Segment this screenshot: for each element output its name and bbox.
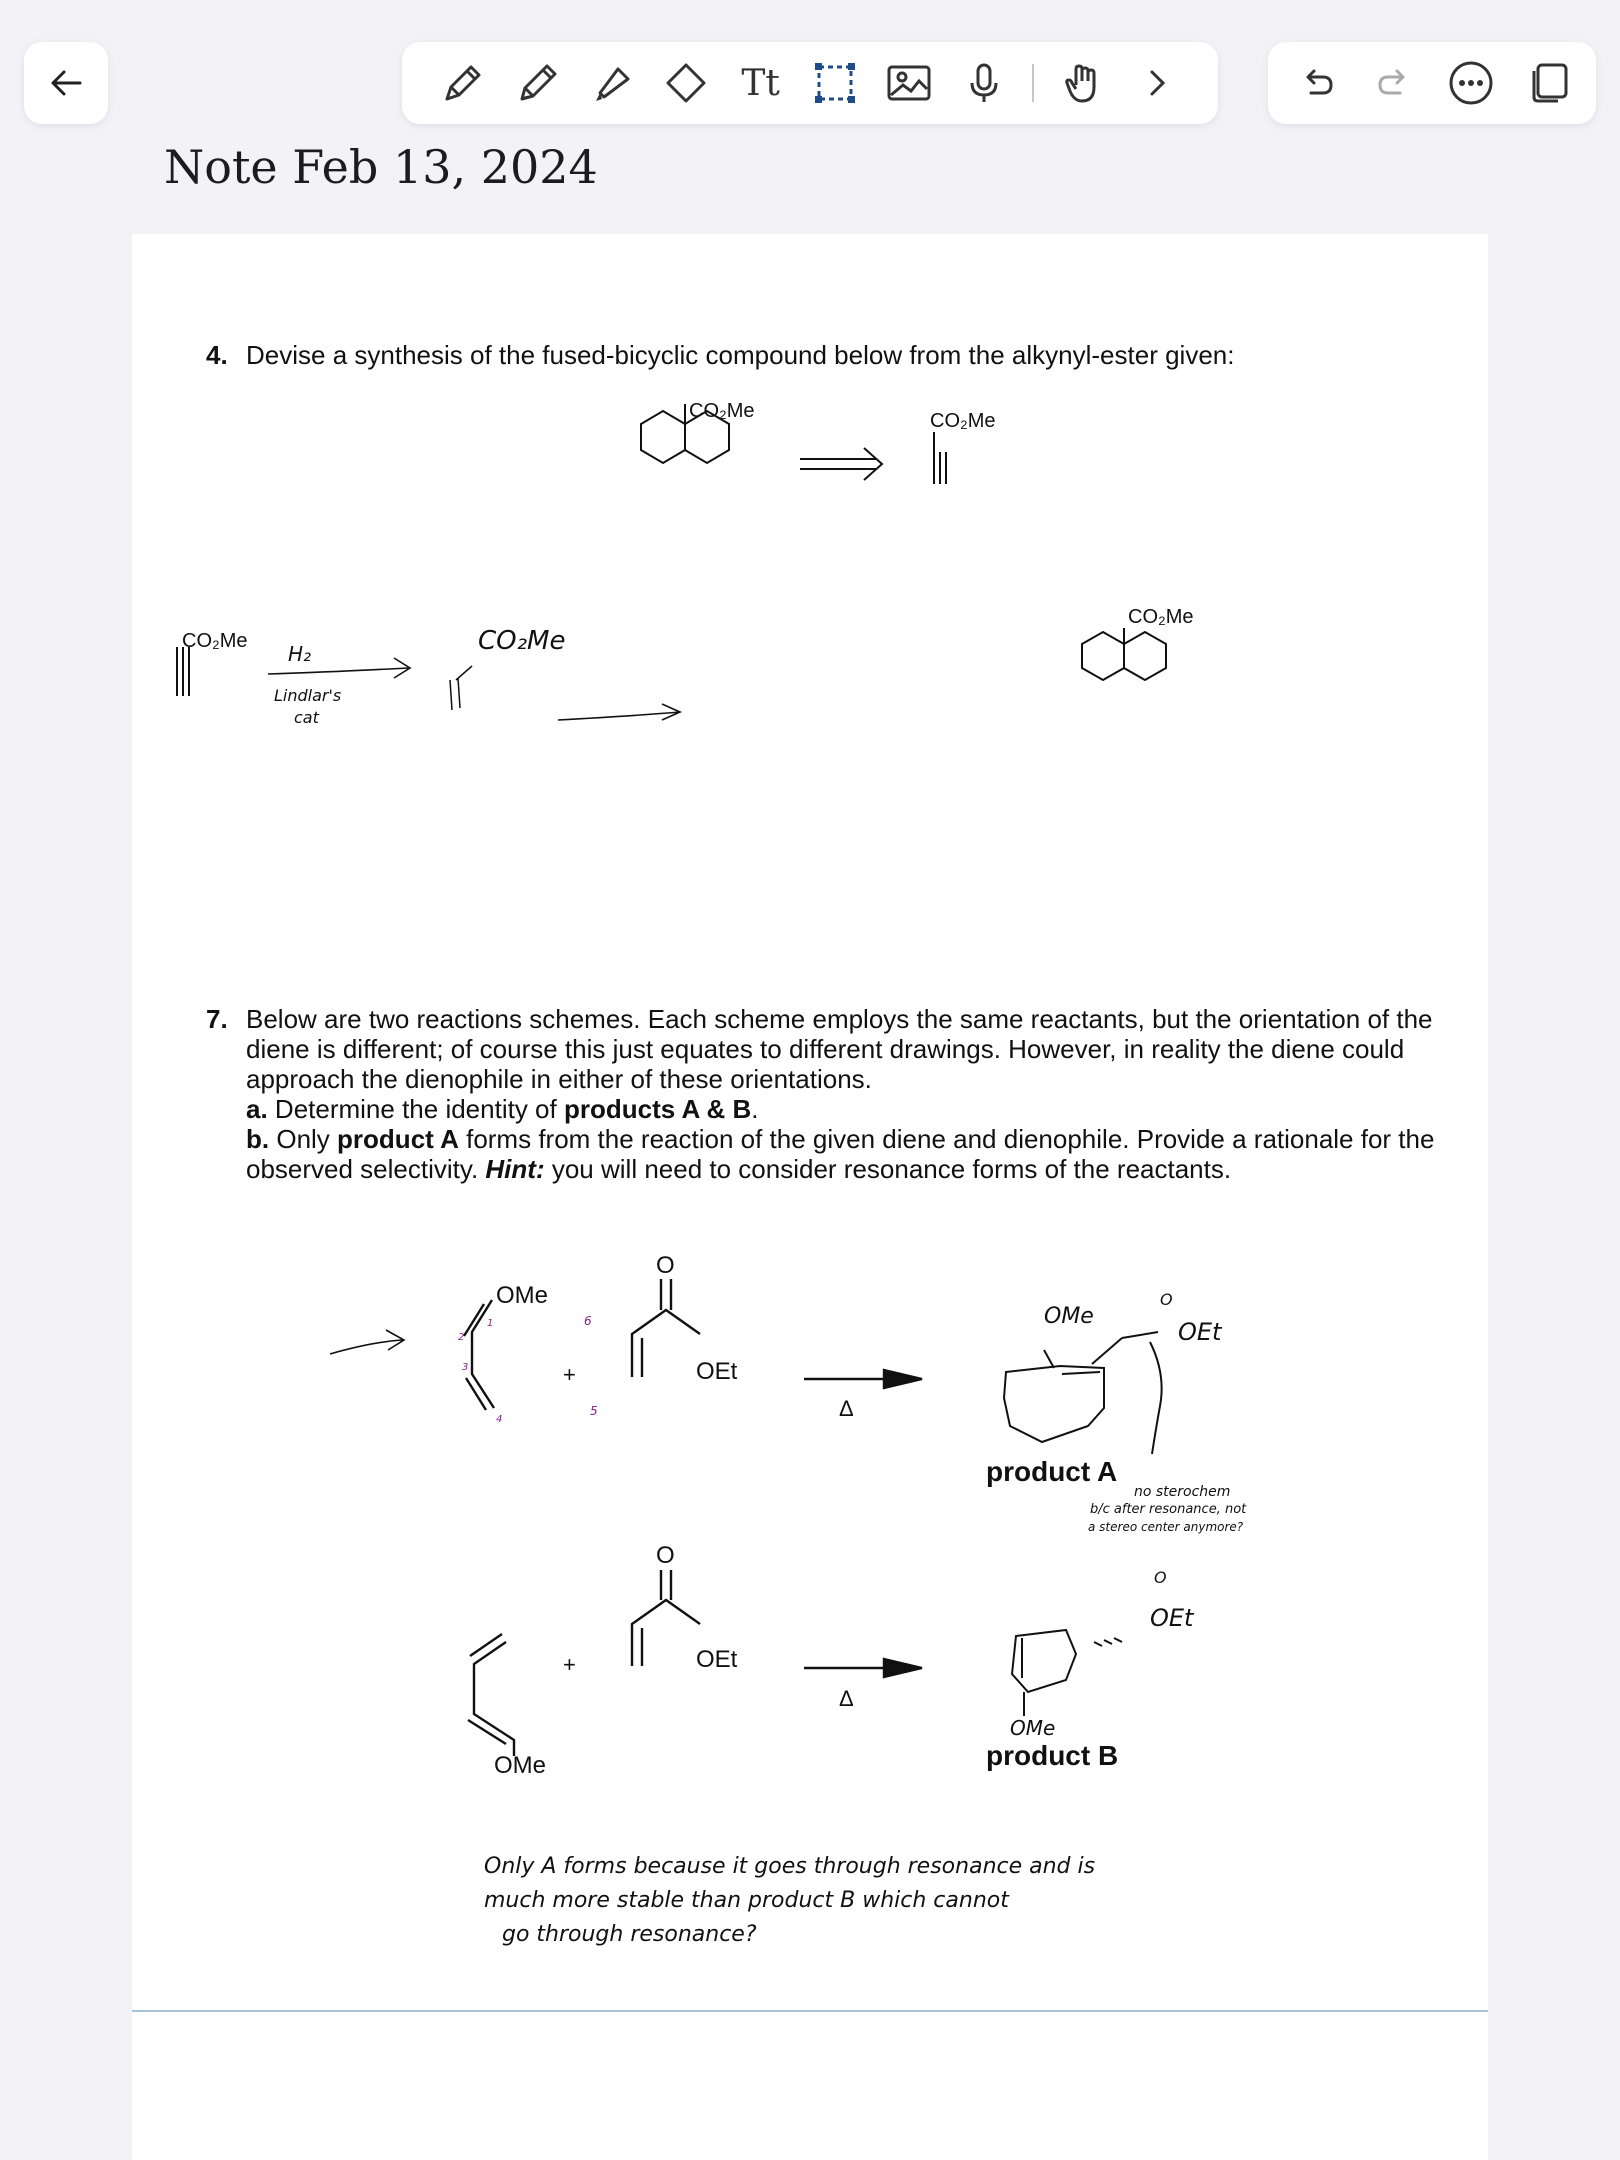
ester-label-2: OEt — [696, 1646, 738, 1673]
target-substituent-label-2: CO₂Me — [1128, 606, 1194, 628]
product-a-label: product A — [986, 1456, 1118, 1487]
pages-button[interactable] — [1522, 57, 1574, 109]
hw-methoxy-label: OMe — [1044, 1304, 1094, 1329]
hw-alkyne-structure — [177, 647, 189, 696]
touch-gesture-icon — [1058, 59, 1106, 107]
reaction-arrow-1 — [804, 1370, 922, 1388]
redo-button[interactable] — [1368, 57, 1420, 109]
hw-intermediate-label: CO₂Me — [478, 626, 566, 656]
plus-sign-2: + — [563, 1652, 576, 1677]
hw-carbon-number: 2 — [458, 1332, 465, 1343]
retrosynthesis-arrow — [800, 448, 882, 480]
pages-icon — [1524, 59, 1572, 107]
carbonyl-oxygen-1: O — [656, 1252, 675, 1279]
lasso-select-icon — [811, 59, 859, 107]
hw-product-b-structure — [1012, 1630, 1122, 1716]
question-text: Devise a synthesis of the fused-bicyclic compound below from the alkynyl-ester given: — [246, 340, 1235, 370]
hw-answer-line-3: go through resonance? — [502, 1922, 757, 1947]
pencil-icon — [514, 59, 562, 107]
plus-sign-1: + — [563, 1362, 576, 1387]
hw-intermediate-structure — [450, 666, 472, 710]
ester-label-1: OEt — [696, 1358, 738, 1385]
hw-oxygen-label: O — [1160, 1290, 1173, 1309]
more-options-button[interactable] — [1445, 57, 1497, 109]
hw-carbon-number: 3 — [462, 1362, 469, 1373]
hw-answer-line-1: Only A forms because it goes through resonance and is — [484, 1854, 1096, 1879]
heat-symbol-1: Δ — [839, 1396, 854, 1421]
target-bicyclic-structure-2 — [1082, 628, 1166, 680]
document-actions — [1268, 42, 1596, 124]
hw-answer-line-2: much more stable than product B which cannot — [484, 1888, 1009, 1913]
part-a: a. Determine the identity of products A & B. — [246, 1094, 759, 1124]
audio-record-button[interactable] — [958, 57, 1010, 109]
diene-1-structure — [464, 1300, 494, 1410]
hw-carbon-number: 5 — [590, 1404, 598, 1418]
more-tools-button[interactable] — [1131, 57, 1183, 109]
start-substituent-label: CO₂Me — [930, 410, 996, 432]
hw-reagent-h2: H₂ — [288, 642, 312, 666]
question-7 — [206, 1004, 1446, 1184]
heat-symbol-2: Δ — [839, 1686, 854, 1711]
touch-gesture-button[interactable] — [1056, 57, 1108, 109]
marker-tool-button[interactable] — [586, 57, 638, 109]
back-button[interactable] — [24, 42, 108, 124]
text-tool-icon: Tt — [741, 62, 780, 104]
pencil-tool-button[interactable] — [512, 57, 564, 109]
hw-note-line: a stereo center anymore? — [1088, 1520, 1244, 1534]
hw-pointer-arrow-1 — [330, 1330, 404, 1354]
drawing-toolbar — [402, 42, 1218, 124]
undo-icon — [1297, 63, 1337, 103]
diene-2-structure — [468, 1634, 514, 1756]
image-icon — [885, 59, 933, 107]
hw-oxygen-label: O — [1154, 1568, 1167, 1587]
text-tool-button[interactable] — [735, 57, 787, 109]
hw-methoxy-label: OMe — [1010, 1716, 1056, 1740]
hw-carbon-number: 6 — [584, 1314, 592, 1328]
lasso-select-button[interactable] — [809, 57, 861, 109]
back-arrow-icon — [46, 63, 86, 103]
microphone-icon — [960, 59, 1008, 107]
hw-product-a-structure — [1004, 1332, 1162, 1454]
hw-note-line: no sterochem — [1134, 1484, 1231, 1500]
carbonyl-oxygen-2: O — [656, 1542, 675, 1569]
part-b: b. Only product A forms from the reaction of the given diene and dienophile. Provide a rationale for the observed selectivity. Hint: you will need to consider resonance forms of the reactants. — [246, 1124, 1435, 1184]
hw-start-label: CO₂Me — [182, 630, 248, 652]
diene-1-substituent: OMe — [496, 1282, 549, 1309]
question-number: 4. — [206, 340, 228, 370]
hw-arrow-2 — [558, 704, 680, 720]
pen-tool-button[interactable] — [437, 57, 489, 109]
dienophile-2-structure — [632, 1570, 700, 1666]
dienophile-1-structure — [632, 1279, 700, 1377]
hw-ester-label: OEt — [1178, 1318, 1222, 1346]
hw-carbon-number: 4 — [496, 1414, 503, 1425]
more-options-icon — [1447, 59, 1495, 107]
question-number: 7. — [206, 1004, 228, 1034]
toolbar-separator — [1032, 64, 1034, 102]
eraser-icon — [662, 59, 710, 107]
question-text: Below are two reactions schemes. Each scheme employs the same reactants, but the orientation of the diene is different; of course this just equates to different drawings. However, in reality the diene could approach the dienophile in either of these orientations. — [246, 1004, 1433, 1094]
redo-icon — [1374, 63, 1414, 103]
page-divider — [132, 2010, 1488, 2012]
note-page[interactable] — [132, 234, 1488, 2160]
product-b-label: product B — [986, 1740, 1119, 1771]
target-substituent-label: CO₂Me — [689, 400, 755, 422]
eraser-tool-button[interactable] — [660, 57, 712, 109]
hw-ester-label: OEt — [1150, 1604, 1194, 1632]
more-tools-chevron-icon — [1137, 63, 1177, 103]
marker-icon — [588, 59, 636, 107]
hw-carbon-number: 1 — [487, 1318, 494, 1329]
note-title[interactable]: Note Feb 13, 2024 — [164, 140, 598, 194]
hw-note-line: b/c after resonance, not — [1090, 1502, 1247, 1517]
reaction-arrow-2 — [804, 1659, 922, 1677]
undo-button[interactable] — [1291, 57, 1343, 109]
hw-reagent-lindlar: Lindlar's — [274, 686, 342, 705]
diene-2-substituent: OMe — [494, 1752, 547, 1779]
pen-icon — [439, 59, 487, 107]
hw-reagent-cat: cat — [294, 708, 319, 727]
image-insert-button[interactable] — [883, 57, 935, 109]
alkyne-start-structure — [934, 432, 946, 484]
